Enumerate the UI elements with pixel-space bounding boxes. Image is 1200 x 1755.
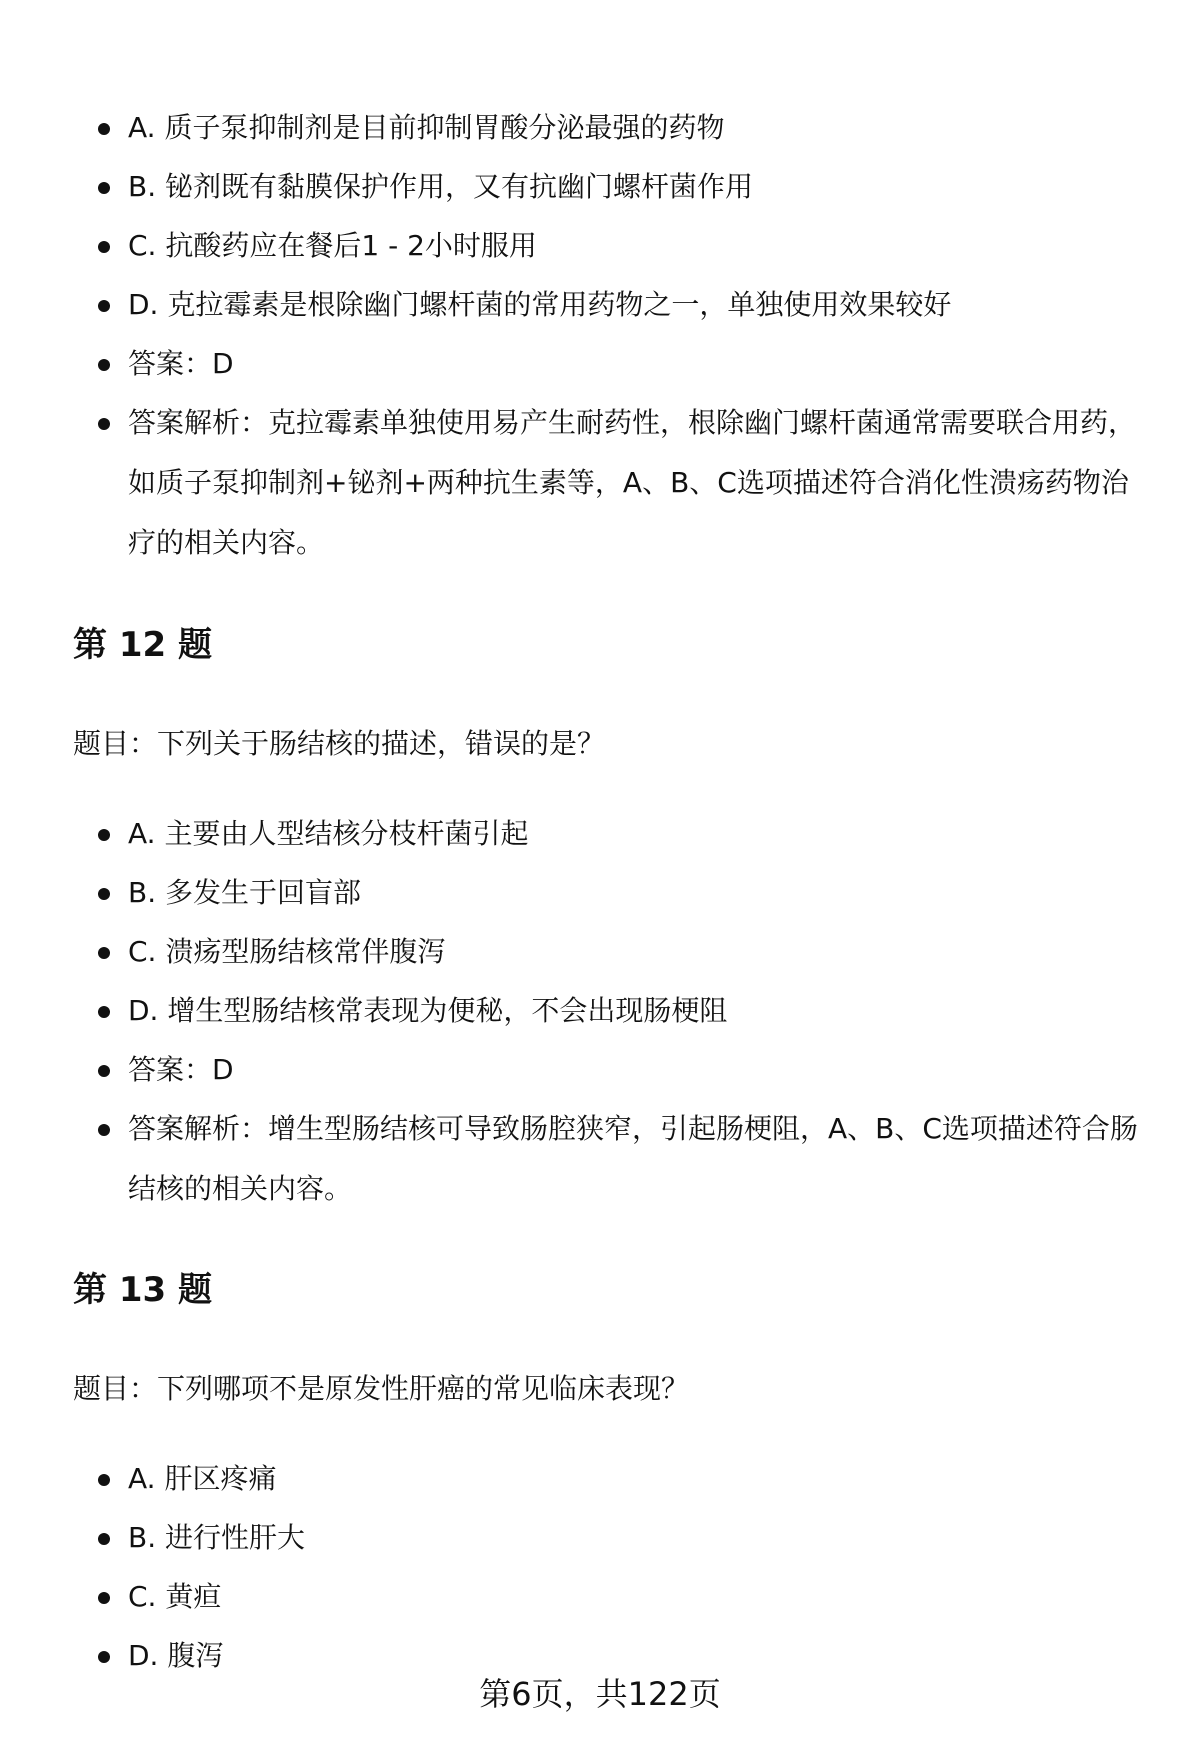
q13-option-c-text: C. 黄疸: [128, 1580, 222, 1613]
q13-option-a-text: A. 肝区疼痛: [128, 1462, 277, 1495]
q11-answer-text: 答案：D: [128, 347, 234, 380]
q13-option-c: [96, 1567, 1156, 1626]
q13-option-b: [96, 1508, 1156, 1567]
q13-option-d-text: D. 腹泻: [128, 1639, 224, 1672]
bullet-icon: [98, 182, 110, 194]
bullet-icon: [98, 418, 110, 430]
bullet-icon: [98, 300, 110, 312]
q12-option-a-text: A. 主要由人型结核分枝杆菌引起: [128, 817, 529, 850]
q12-option-d: [96, 981, 1156, 1040]
q11-list: [96, 98, 1156, 573]
bullet-icon: [98, 1651, 110, 1663]
bullet-icon: [98, 123, 110, 135]
q12-option-c: [96, 922, 1156, 981]
q11-answer: [96, 334, 1156, 393]
q13-prompt: 题目：下列哪项不是原发性肝癌的常见临床表现？: [73, 1372, 690, 1405]
q11-option-b-text: B. 铋剂既有黏膜保护作用，又有抗幽门螺杆菌作用: [128, 170, 754, 203]
bullet-icon: [98, 947, 110, 959]
q12-explanation: [96, 1099, 1156, 1219]
bullet-icon: [98, 1474, 110, 1486]
page-number: 第6页，共122页: [479, 1675, 721, 1713]
q13-list: [96, 1449, 1156, 1685]
q12-option-d-text: D. 增生型肠结核常表现为便秘，不会出现肠梗阻: [128, 994, 728, 1027]
q12-option-b: [96, 863, 1156, 922]
bullet-icon: [98, 829, 110, 841]
q13-heading: 第 13 题: [73, 1270, 212, 1310]
q12-answer: [96, 1040, 1156, 1099]
q12-option-c-text: C. 溃疡型肠结核常伴腹泻: [128, 935, 446, 968]
q12-option-b-text: B. 多发生于回盲部: [128, 876, 362, 909]
q12-explanation-text: 答案解析：增生型肠结核可导致肠腔狭窄，引起肠梗阻，A、B、C选项描述符合肠结核的相关内容。: [128, 1112, 1138, 1205]
bullet-icon: [98, 888, 110, 900]
bullet-icon: [98, 1124, 110, 1136]
bullet-icon: [98, 1533, 110, 1545]
bullet-icon: [98, 359, 110, 371]
q11-option-c-text: C. 抗酸药应在餐后1 - 2小时服用: [128, 229, 537, 262]
q11-option-c: [96, 216, 1156, 275]
q12-list: [96, 804, 1156, 1219]
q11-option-b: [96, 157, 1156, 216]
q13-option-b-text: B. 进行性肝大: [128, 1521, 306, 1554]
q11-option-d-text: D. 克拉霉素是根除幽门螺杆菌的常用药物之一，单独使用效果较好: [128, 288, 952, 321]
q11-explanation-text: 答案解析：克拉霉素单独使用易产生耐药性，根除幽门螺杆菌通常需要联合用药，如质子泵抑制剂+铋剂+两种抗生素等，A、B、C选项描述符合消化性溃疡药物治疗的相关内容。: [128, 406, 1137, 559]
q11-option-a: [96, 98, 1156, 157]
bullet-icon: [98, 1006, 110, 1018]
bullet-icon: [98, 1065, 110, 1077]
q11-option-a-text: A. 质子泵抑制剂是目前抑制胃酸分泌最强的药物: [128, 111, 725, 144]
q12-heading: 第 12 题: [73, 625, 212, 665]
q11-explanation: [96, 393, 1156, 573]
bullet-icon: [98, 1592, 110, 1604]
q12-prompt: 题目：下列关于肠结核的描述，错误的是？: [73, 727, 606, 760]
bullet-icon: [98, 241, 110, 253]
q12-option-a: [96, 804, 1156, 863]
q13-option-a: [96, 1449, 1156, 1508]
q11-option-d: [96, 275, 1156, 334]
q12-answer-text: 答案：D: [128, 1053, 234, 1086]
